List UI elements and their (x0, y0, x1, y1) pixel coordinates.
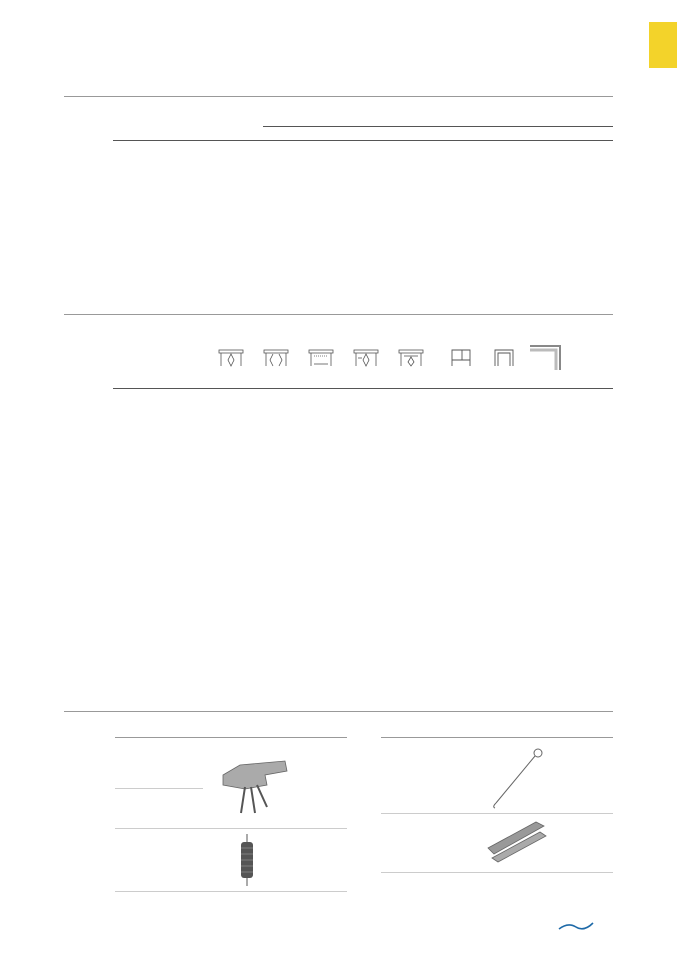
dln40-icon (351, 344, 381, 372)
pdli-icon (489, 344, 519, 372)
col-q (263, 112, 351, 126)
col-min (438, 126, 482, 140)
units-row (113, 389, 613, 404)
pdl-icon (446, 344, 476, 372)
col-max (307, 126, 351, 140)
n-label (113, 389, 151, 404)
dln50-icon (396, 344, 426, 372)
acc-separator (381, 813, 613, 814)
col-min (263, 126, 307, 140)
continuity-kit-icon (484, 818, 550, 864)
section-tab (649, 22, 677, 68)
acc-separator (115, 828, 347, 829)
dln20-icon (261, 344, 291, 372)
acc-right-header (381, 734, 613, 738)
acc-separator (115, 891, 347, 892)
acc-separator (381, 872, 613, 873)
col-max (569, 126, 613, 140)
tech-divider (64, 96, 613, 97)
col-dp (526, 112, 614, 126)
dln30-icon (306, 344, 336, 372)
col-min (526, 126, 570, 140)
col-max (482, 126, 526, 140)
col-x (438, 112, 526, 126)
col-max (394, 126, 438, 140)
acc-left-header (115, 734, 347, 738)
dln10-icon (216, 344, 246, 372)
col-min (351, 126, 395, 140)
versions-divider (64, 314, 613, 315)
brand-wave-icon (558, 920, 594, 932)
col-model (113, 112, 213, 141)
hook-icon (490, 747, 546, 809)
dln90-icon (528, 344, 566, 372)
spring-icon (236, 832, 258, 888)
acc-separator (115, 788, 203, 789)
cvl-bracket-icon (215, 755, 290, 817)
accessories-divider (64, 711, 613, 712)
col-ak (213, 112, 263, 141)
technical-data-table (113, 112, 613, 141)
col-lwa (351, 112, 439, 126)
